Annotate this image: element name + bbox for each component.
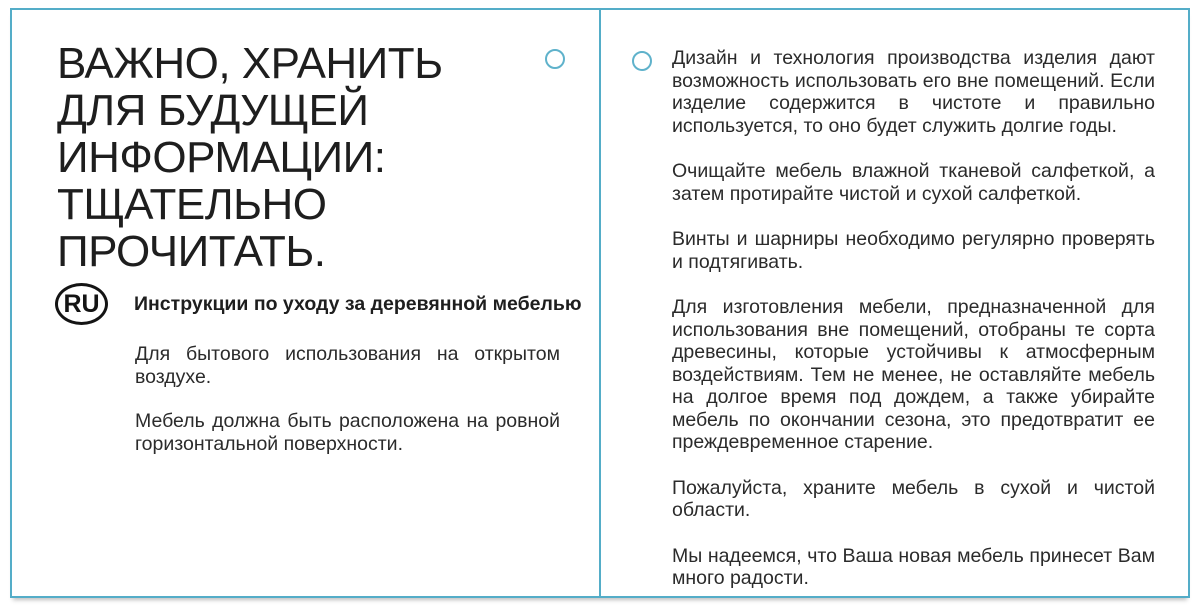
language-section-row [55,283,582,325]
right-page-body [672,47,1155,590]
heading-line: ПРОЧИТАТЬ. [57,227,326,276]
care-instructions-subtitle: Инструкции по уходу за деревянной мебелью [134,292,582,315]
paragraph-closing-wish: Мы надеемся, что Ваша новая мебель принесет Вам много радости. [672,544,1155,589]
punch-hole-circle-right [632,51,652,71]
heading-line: ВАЖНО, ХРАНИТЬ [57,39,443,88]
heading-line: ИНФОРМАЦИИ: [57,133,386,182]
left-page-body [135,343,560,477]
paragraph-cleaning: Очищайте мебель влажной тканевой салфеткой, а затем протирайте чистой и сухой салфеткой. [672,160,1155,205]
important-notice-heading [57,40,557,275]
language-badge-ru: RU [55,283,108,325]
paragraph-wood-weather: Для изготовления мебели, предназначенной для использования вне помещений, отобраны те сорта древесины, которые устойчивы к атмосферным воздействиям. Тем не менее, не оставляйте мебель на долгое время под дождем, а также убирайте мебель по окончании сезона, это предотвратит ее преждевременное старение. [672,296,1155,453]
heading-line: ТЩАТЕЛЬНО [57,180,327,229]
paragraph-outdoor-use: Для бытового использования на открытом воздухе. [135,343,560,388]
paragraph-level-surface: Мебель должна быть расположена на ровной горизонтальной поверхности. [135,410,560,455]
page-fold-divider [599,10,601,596]
paragraph-screws-hinges: Винты и шарниры необходимо регулярно проверять и подтягивать. [672,228,1155,273]
care-instruction-sheet [10,8,1190,598]
paragraph-storage: Пожалуйста, храните мебель в сухой и чистой области. [672,476,1155,521]
paragraph-design-technology: Дизайн и технология производства изделия дают возможность использовать его вне помещений. Если изделие содержится в чистоте и правильно используется, то оно будет служить долгие годы. [672,47,1155,137]
heading-line: ДЛЯ БУДУЩЕЙ [57,86,369,135]
